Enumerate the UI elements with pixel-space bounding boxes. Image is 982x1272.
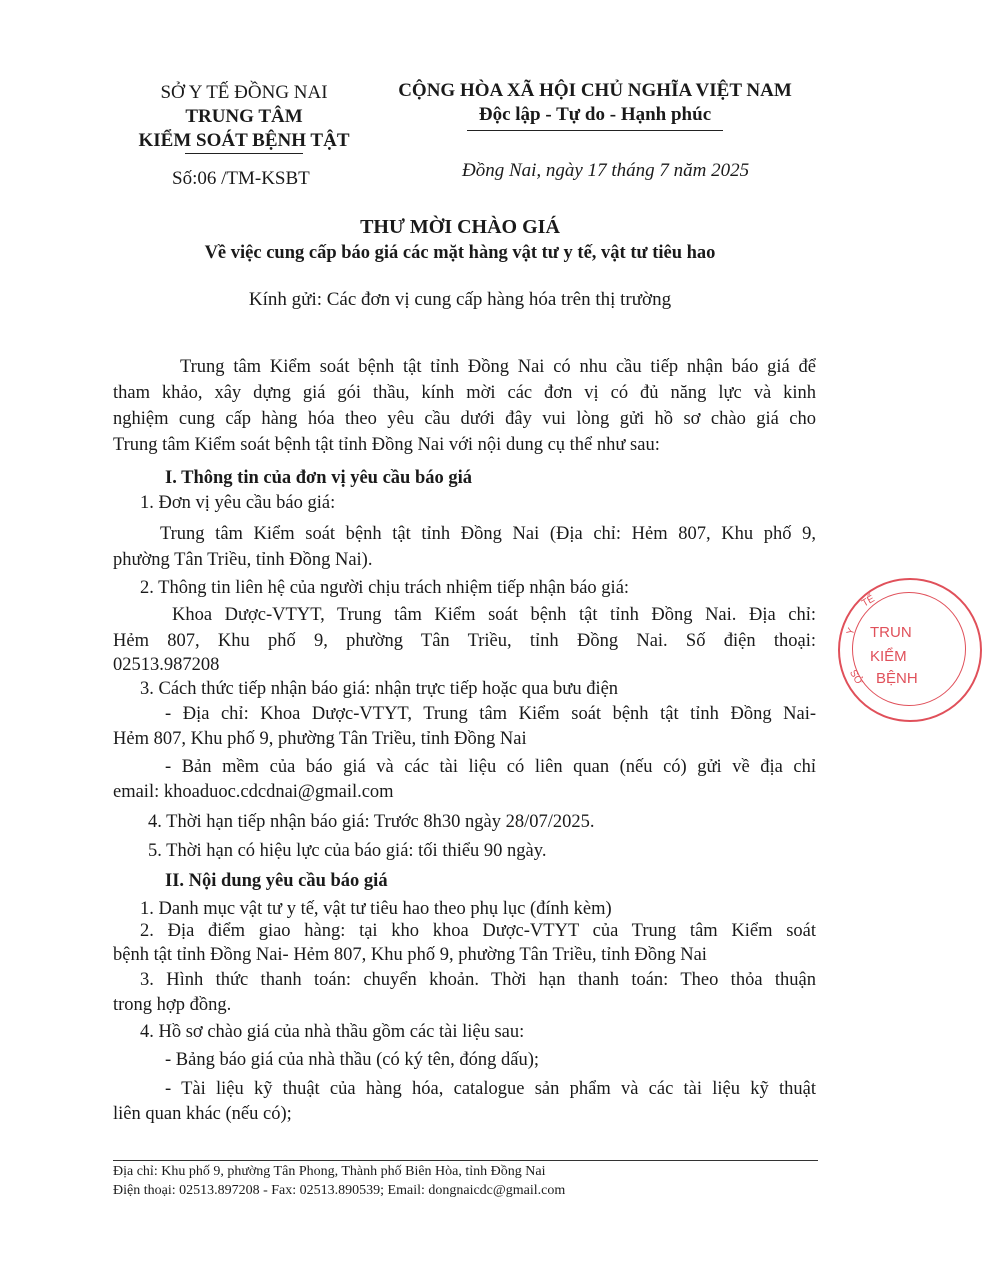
- section-2-line: - Bảng báo giá của nhà thầu (có ký tên, đóng dấu);: [165, 1050, 539, 1070]
- agency-underline: [185, 153, 303, 154]
- section-1-line: Trung tâm Kiểm soát bệnh tật tỉnh Đồng Nai (Địa chỉ: Hẻm 807, Khu phố 9,: [160, 524, 816, 544]
- section-1-line: 2. Thông tin liên hệ của người chịu trách nhiệm tiếp nhận báo giá:: [140, 578, 630, 598]
- letter-subtitle: Về việc cung cấp báo giá các mặt hàng vật tư y tế, vật tư tiêu hao: [204, 243, 716, 263]
- agency-line-1: SỞ Y TẾ ĐỒNG NAI: [160, 82, 328, 103]
- section-2-line: 1. Danh mục vật tư y tế, vật tư tiêu hao theo phụ lục (đính kèm): [140, 899, 612, 919]
- footer-divider: [113, 1160, 818, 1161]
- agency-line-3: KIỂM SOÁT BỆNH TẬT: [138, 130, 350, 151]
- agency-line-2: TRUNG TÂM: [185, 106, 303, 127]
- recipient: Kính gửi: Các đơn vị cung cấp hàng hóa trên thị trường: [248, 289, 672, 310]
- official-seal: [838, 578, 982, 722]
- section-2-line: liên quan khác (nếu có);: [113, 1104, 292, 1124]
- intro-line: Trung tâm Kiểm soát bệnh tật tỉnh Đồng Nai với nội dung cụ thể như sau:: [113, 435, 660, 455]
- seal-text: TRUN: [870, 624, 912, 641]
- section-2-line: 3. Hình thức thanh toán: chuyển khoản. Thời hạn thanh toán: Theo thỏa thuận: [140, 970, 816, 990]
- section-1-line: phường Tân Triều, tỉnh Đồng Nai).: [113, 550, 373, 570]
- section-2-heading: II. Nội dung yêu cầu báo giá: [165, 871, 388, 891]
- section-1-line: 3. Cách thức tiếp nhận báo giá: nhận trực tiếp hoặc qua bưu điện: [140, 679, 619, 699]
- footer-address: Địa chỉ: Khu phố 9, phường Tân Phong, Thành phố Biên Hòa, tỉnh Đồng Nai: [113, 1164, 546, 1179]
- issue-date: Đồng Nai, ngày 17 tháng 7 năm 2025: [462, 160, 750, 181]
- intro-line: Trung tâm Kiểm soát bệnh tật tỉnh Đồng Nai có nhu cầu tiếp nhận báo giá để: [180, 357, 816, 377]
- section-2-line: 4. Hồ sơ chào giá của nhà thầu gồm các tài liệu sau:: [140, 1022, 525, 1042]
- intro-line: nghiệm cung cấp hàng hóa theo yêu cầu dưới đây vui lòng gửi hồ sơ chào giá cho: [113, 409, 816, 429]
- section-1-line: 5. Thời hạn có hiệu lực của báo giá: tối thiểu 90 ngày.: [148, 841, 547, 861]
- section-1-line: - Bản mềm của báo giá và các tài liệu có liên quan (nếu có) gửi về địa chỉ: [165, 757, 816, 777]
- seal-edge-text: SỞ: [847, 668, 865, 687]
- seal-text: KIỂM: [870, 648, 907, 665]
- seal-edge-text: TẾ: [860, 593, 877, 610]
- seal-text: BỆNH: [876, 670, 918, 687]
- section-1-line: Hẻm 807, Khu phố 9, phường Tân Triều, tỉnh Đồng Nai: [113, 729, 527, 749]
- motto-underline: [467, 130, 723, 131]
- section-1-line: 4. Thời hạn tiếp nhận báo giá: Trước 8h30 ngày 28/07/2025.: [148, 812, 595, 832]
- section-1-line: - Địa chỉ: Khoa Dược-VTYT, Trung tâm Kiểm soát bệnh tật tỉnh Đồng Nai-: [165, 704, 816, 724]
- section-2-line: trong hợp đồng.: [113, 995, 232, 1015]
- letter-title: THƯ MỜI CHÀO GIÁ: [360, 216, 560, 238]
- section-2-line: - Tài liệu kỹ thuật của hàng hóa, catalogue sản phẩm và các tài liệu kỹ thuật: [165, 1079, 816, 1099]
- section-1-line: Hẻm 807, Khu phố 9, phường Tân Triều, tỉnh Đồng Nai. Số điện thoại:: [113, 631, 816, 651]
- section-1-line: Khoa Dược-VTYT, Trung tâm Kiểm soát bệnh tật tỉnh Đồng Nai. Địa chỉ:: [172, 605, 816, 625]
- nation-title: CỘNG HÒA XÃ HỘI CHỦ NGHĨA VIỆT NAM: [398, 80, 792, 101]
- section-1-line: 1. Đơn vị yêu cầu báo giá:: [140, 493, 336, 513]
- nation-motto: Độc lập - Tự do - Hạnh phúc: [478, 104, 712, 125]
- section-2-line: bệnh tật tỉnh Đồng Nai- Hẻm 807, Khu phố 9, phường Tân Triều, tỉnh Đồng Nai: [113, 945, 707, 965]
- intro-line: tham khảo, xây dựng giá gói thầu, kính mời các đơn vị có đủ năng lực và kinh: [113, 383, 816, 403]
- footer-contact: Điện thoại: 02513.897208 - Fax: 02513.890539; Email: dongnaicdc@gmail.com: [113, 1183, 566, 1198]
- section-1-line: 02513.987208: [113, 655, 220, 675]
- seal-edge-text: Y: [845, 626, 858, 637]
- doc-number: Số:06 /TM-KSBT: [172, 168, 310, 189]
- section-1-line: email: khoaduoc.cdcdnai@gmail.com: [113, 782, 394, 802]
- section-2-line: 2. Địa điểm giao hàng: tại kho khoa Dược-VTYT của Trung tâm Kiểm soát: [140, 921, 816, 941]
- section-1-heading: I. Thông tin của đơn vị yêu cầu báo giá: [165, 468, 473, 488]
